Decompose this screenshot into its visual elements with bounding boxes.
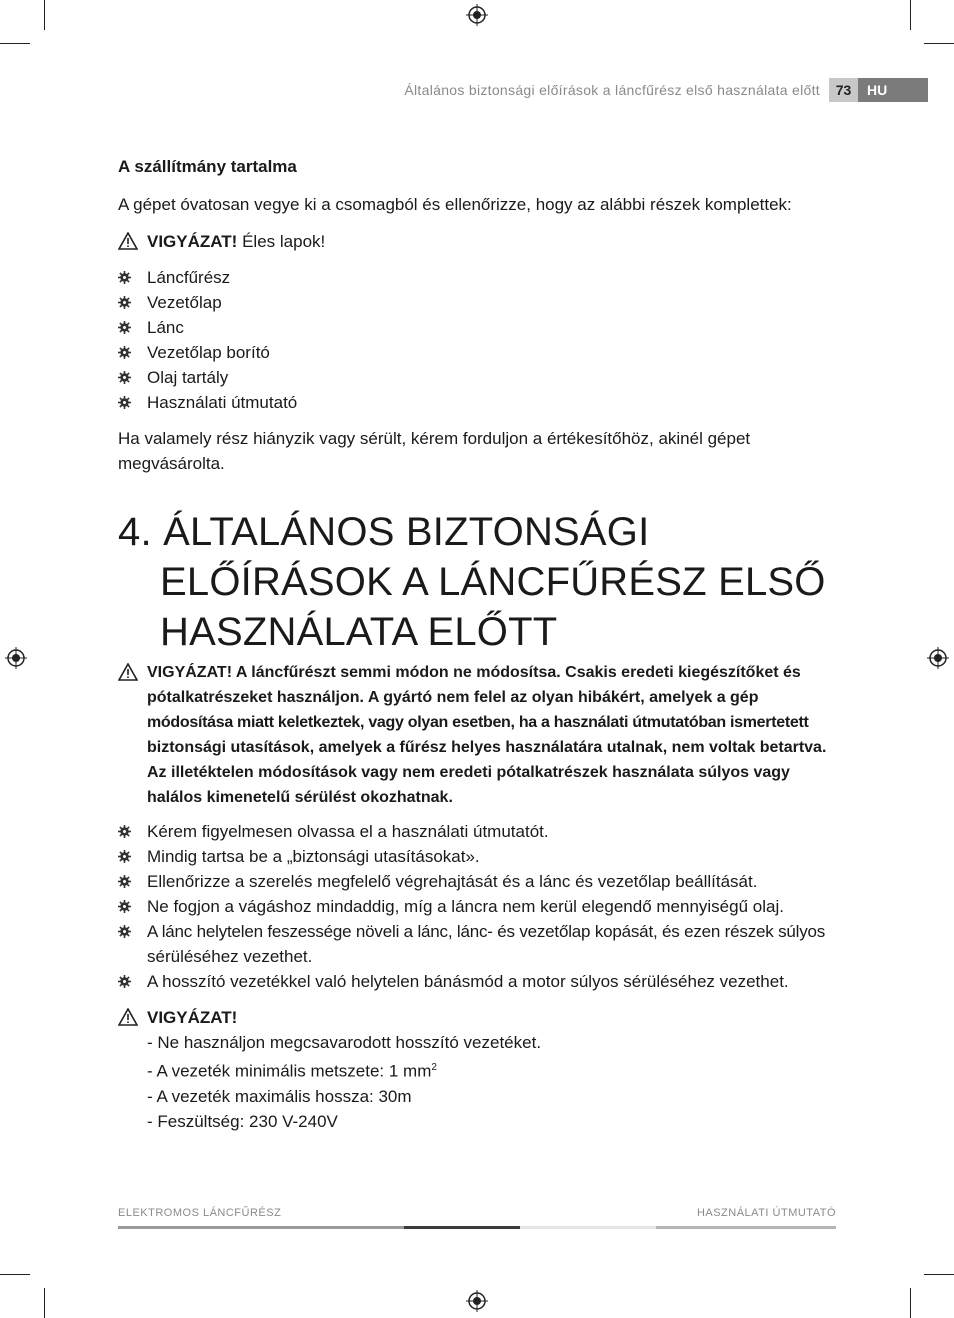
gear-bullet-icon bbox=[118, 396, 131, 409]
list-item: Láncfűrész bbox=[118, 265, 297, 290]
gear-bullet-icon bbox=[118, 321, 131, 334]
gear-bullet-icon bbox=[118, 825, 131, 838]
list-item: Olaj tartály bbox=[118, 365, 297, 390]
modification-warning: VIGYÁZAT! A láncfűrészt semmi módon ne módosítsa. Csakis eredeti kiegészítőket és pótalkatrészeket használjon. A gyártó nem felel az olyan hibákért, amelyek a gép módosítása miatt keletkeztek, vagy olyan esetben, ha a használati útmutatóban ismertetett biztonsági utasítások, amelyek a fűrész helyes használatára utalnak, nem voltak betartva. Az illetéktelen módosítások vagy nem eredeti pótalkatrészek használata súlyos vagy halálos kimenetelű sérülést okozhatnak. bbox=[118, 660, 847, 810]
crop-mark bbox=[0, 43, 30, 44]
language-tag: HU bbox=[858, 78, 928, 102]
registration-mark-icon bbox=[927, 647, 949, 669]
crop-mark bbox=[44, 1288, 45, 1318]
warning-triangle-icon bbox=[118, 232, 138, 250]
gear-bullet-icon bbox=[118, 271, 131, 284]
list-item: Vezetőlap bbox=[118, 290, 297, 315]
footer-bar bbox=[118, 1226, 404, 1229]
list-item: Ellenőrizze a szerelés megfelelő végrehajtását és a lánc és vezetőlap beállítását. bbox=[118, 869, 837, 894]
warning-label: VIGYÁZAT! bbox=[147, 232, 238, 251]
warning-triangle-icon bbox=[118, 663, 138, 681]
warning-label: VIGYÁZAT! bbox=[147, 1008, 238, 1027]
gear-bullet-icon bbox=[118, 900, 131, 913]
gear-bullet-icon bbox=[118, 975, 131, 988]
warning-text: Éles lapok! bbox=[242, 232, 326, 251]
gear-bullet-icon bbox=[118, 371, 131, 384]
warning-label: VIGYÁZAT! bbox=[147, 664, 233, 681]
footer-product-name: ELEKTROMOS LÁNCFŰRÉSZ bbox=[118, 1207, 282, 1219]
delivery-intro: A gépet óvatosan vegye ki a csomagból és ellenőrizze, hogy az alábbi részek komplettek: bbox=[118, 195, 792, 214]
delivery-item-list bbox=[118, 265, 297, 415]
sharp-blades-warning bbox=[118, 229, 325, 254]
running-header: Általános biztonsági előírások a láncfűrész első használata előtt bbox=[404, 82, 820, 98]
registration-mark-icon bbox=[466, 1290, 488, 1312]
gear-bullet-icon bbox=[118, 925, 131, 938]
footer-bar bbox=[656, 1226, 836, 1229]
warning-triangle-icon bbox=[118, 1008, 138, 1026]
registration-mark-icon bbox=[5, 647, 27, 669]
list-item: Mindig tartsa be a „biztonsági utasításokat». bbox=[118, 844, 837, 869]
list-item: Kérem figyelmesen olvassa el a használati útmutatót. bbox=[118, 819, 837, 844]
gear-bullet-icon bbox=[118, 850, 131, 863]
crop-mark bbox=[44, 0, 45, 30]
crop-mark bbox=[924, 43, 954, 44]
missing-parts-note: Ha valamely rész hiányzik vagy sérült, kérem forduljon a értékesítőhöz, akinél gépet megvásárolta. bbox=[118, 429, 751, 473]
gear-bullet-icon bbox=[118, 296, 131, 309]
crop-mark bbox=[910, 1288, 911, 1318]
section-title: 4. ÁLTALÁNOS BIZTONSÁGI ELŐÍRÁSOK A LÁNCFŰRÉSZ ELSŐ HASZNÁLATA ELŐTT bbox=[118, 510, 826, 654]
list-item: Használati útmutató bbox=[118, 390, 297, 415]
list-item: Lánc bbox=[118, 315, 297, 340]
list-item: Ne fogjon a vágáshoz mindaddig, míg a láncra nem kerül elegendő mennyiségű olaj. bbox=[118, 894, 837, 919]
list-item: A hosszító vezetékkel való helytelen bánásmód a motor súlyos sérüléséhez vezethet. bbox=[118, 969, 837, 994]
page-number: 73 bbox=[829, 78, 858, 102]
list-item: A lánc helytelen feszessége növeli a lánc, lánc- és vezetőlap kopását, és ezen részek súlyos sérüléséhez vezethet. bbox=[118, 919, 837, 969]
gear-bullet-icon bbox=[118, 875, 131, 888]
extension-cable-warning: VIGYÁZAT! - Ne használjon megcsavarodott hosszító vezetéket. - A vezeték minimális metszete: 1 $mm^2$ - A vezeték maximális hossza: 30m - Feszültség: 230 V-240V bbox=[118, 1005, 541, 1134]
registration-mark-icon bbox=[466, 4, 488, 26]
crop-mark bbox=[0, 1274, 30, 1275]
footer-bar bbox=[404, 1226, 520, 1229]
delivery-heading: A szállítmány tartalma bbox=[118, 157, 297, 176]
crop-mark bbox=[924, 1274, 954, 1275]
list-item: Vezetőlap borító bbox=[118, 340, 297, 365]
safety-bullet-list bbox=[118, 819, 837, 994]
footer-doc-type: HASZNÁLATI ÚTMUTATÓ bbox=[696, 1207, 836, 1219]
gear-bullet-icon bbox=[118, 346, 131, 359]
crop-mark bbox=[910, 0, 911, 30]
footer-bar bbox=[520, 1226, 656, 1229]
